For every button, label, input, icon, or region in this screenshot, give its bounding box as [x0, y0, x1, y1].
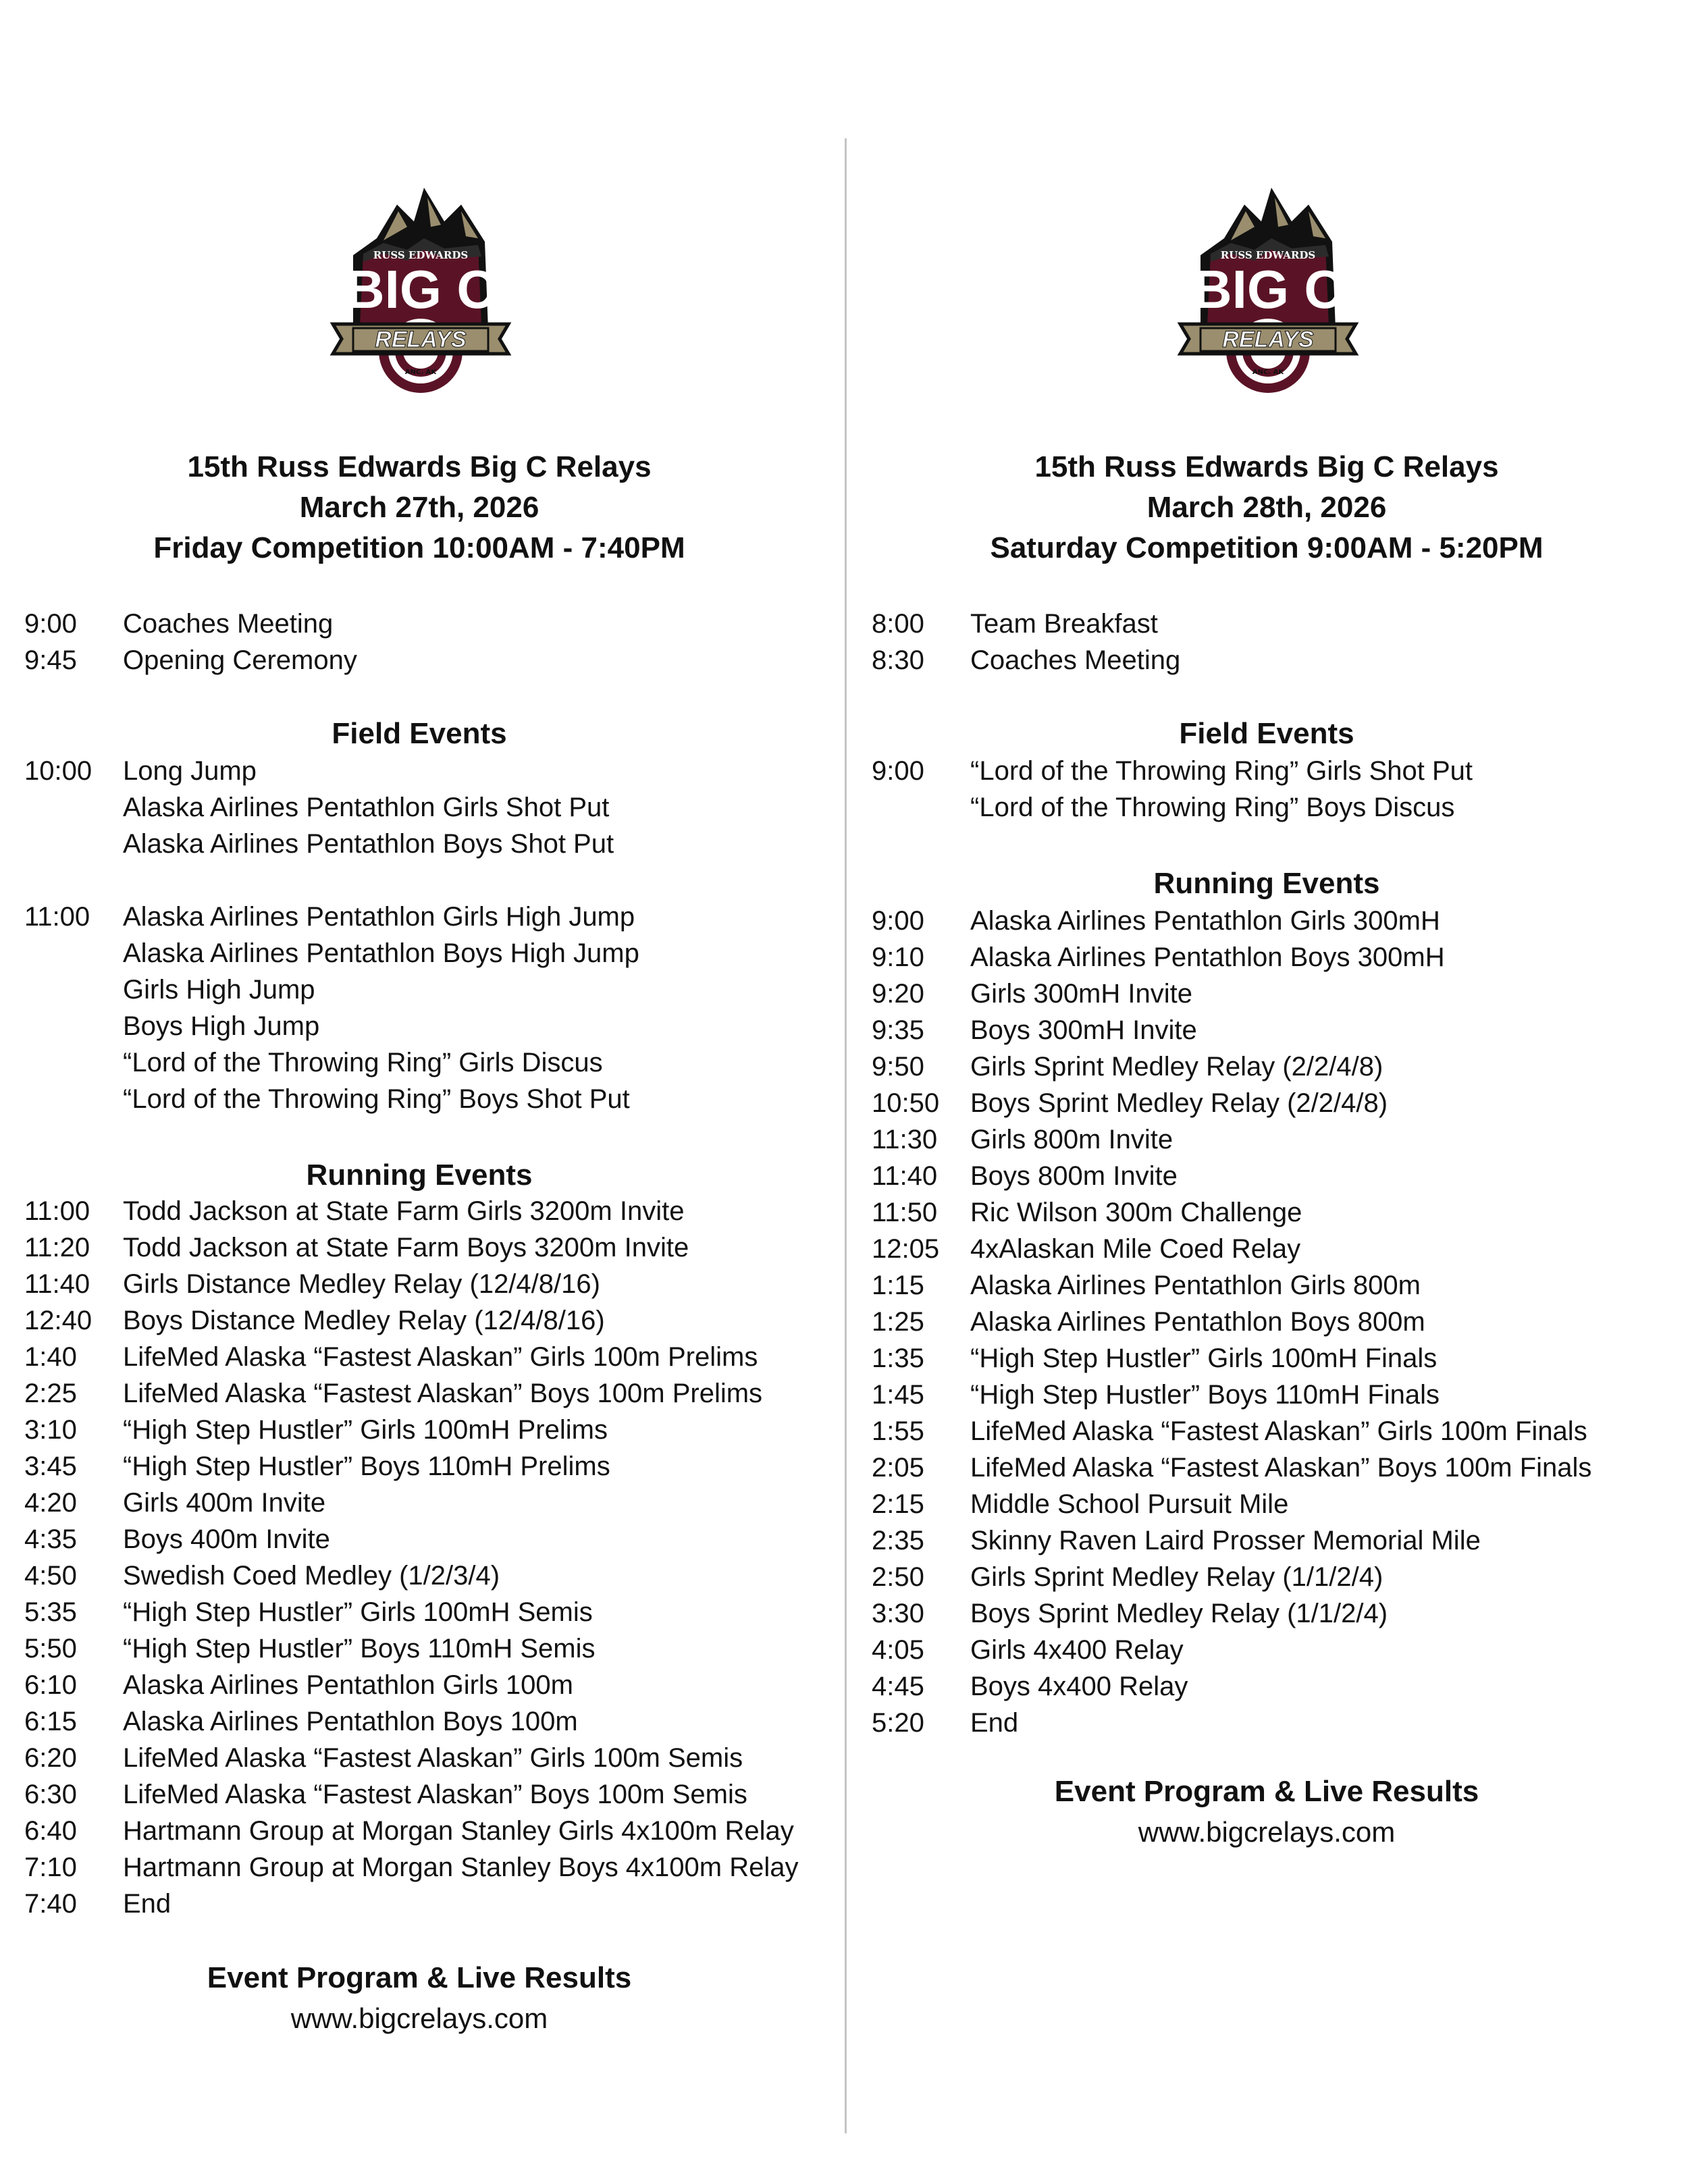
event: “Lord of the Throwing Ring” Girls Shot Put [970, 756, 1473, 786]
event: Alaska Airlines Pentathlon Boys 800m [970, 1307, 1425, 1337]
event: Alaska Airlines Pentathlon Boys Shot Put [123, 829, 614, 859]
event: Boys Sprint Medley Relay (1/1/2/4) [970, 1599, 1388, 1628]
event: “High Step Hustler” Girls 100mH Semis [123, 1597, 593, 1627]
time: 1:15 [872, 1271, 924, 1300]
friday-subtitle: Friday Competition 10:00AM - 7:40PM [153, 531, 685, 564]
logo-line1: RUSS EDWARDS [1220, 249, 1316, 261]
time: 11:40 [872, 1161, 938, 1191]
event: Boys 300mH Invite [970, 1015, 1197, 1045]
friday-footer [0, 1958, 839, 2039]
time: 1:45 [872, 1380, 924, 1410]
time: 2:25 [24, 1379, 77, 1408]
event: Swedish Coed Medley (1/2/3/4) [123, 1561, 500, 1591]
event: “High Step Hustler” Girls 100mH Prelims [123, 1415, 608, 1445]
event: “Lord of the Throwing Ring” Boys Shot Put [123, 1084, 630, 1114]
event: LifeMed Alaska “Fastest Alaskan” Girls 100m Semis [123, 1743, 743, 1773]
event: Girls 300mH Invite [970, 979, 1192, 1009]
event: Alaska Airlines Pentathlon Boys High Jump [123, 938, 639, 968]
time: 9:50 [872, 1052, 924, 1082]
event: “High Step Hustler” Boys 110mH Finals [970, 1380, 1440, 1410]
big-c-relays-logo-graphic [1170, 174, 1366, 404]
event: Alaska Airlines Pentathlon Girls 100m [123, 1670, 573, 1700]
logo-line2: BIG C [345, 259, 496, 319]
time: 6:20 [24, 1743, 77, 1773]
time: 3:45 [24, 1451, 77, 1481]
event: Girls Sprint Medley Relay (1/1/2/4) [970, 1562, 1383, 1592]
time: 6:30 [24, 1780, 77, 1809]
event: Boys 800m Invite [970, 1161, 1178, 1191]
event: Opening Ceremony [123, 645, 357, 675]
time: 1:55 [872, 1416, 924, 1446]
friday-title: 15th Russ Edwards Big C Relays [187, 450, 652, 483]
time: 3:30 [872, 1599, 924, 1628]
saturday-header [847, 447, 1686, 568]
time: 11:00 [24, 902, 90, 932]
time: 3:10 [24, 1415, 77, 1445]
friday-field-heading: Field Events [332, 717, 507, 750]
time: 5:50 [24, 1634, 77, 1663]
event: “High Step Hustler” Girls 100mH Finals [970, 1343, 1438, 1373]
time: 9:10 [872, 942, 924, 972]
time: 11:30 [872, 1125, 938, 1154]
friday-header [0, 447, 839, 568]
time: 6:40 [24, 1816, 77, 1846]
time: 5:35 [24, 1597, 77, 1627]
event: Girls Distance Medley Relay (12/4/8/16) [123, 1269, 600, 1299]
saturday-date: March 28th, 2026 [1146, 491, 1387, 524]
event: LifeMed Alaska “Fastest Alaskan” Girls 100m Prelims [123, 1342, 758, 1372]
event: Coaches Meeting [970, 645, 1181, 675]
event: End [123, 1889, 172, 1919]
time: 11:20 [24, 1233, 90, 1262]
friday-footer-url[interactable]: www.bigcrelays.com [290, 2002, 548, 2034]
logo-line3: RELAYS [1222, 327, 1314, 352]
event: Girls 800m Invite [970, 1125, 1173, 1154]
time: 2:05 [872, 1453, 924, 1483]
event: Hartmann Group at Morgan Stanley Girls 4x100m Relay [123, 1816, 794, 1846]
saturday-footer [847, 1772, 1686, 1853]
event: “Lord of the Throwing Ring” Girls Discus [123, 1048, 603, 1077]
event: Girls 400m Invite [123, 1488, 326, 1518]
time: 6:15 [24, 1707, 77, 1736]
event: End [970, 1708, 1019, 1738]
event: Boys 4x400 Relay [970, 1672, 1188, 1701]
time: 4:05 [872, 1635, 924, 1665]
event: Alaska Airlines Pentathlon Girls Shot Put [123, 793, 610, 822]
time: 8:00 [872, 609, 924, 639]
big-c-relays-logo [323, 174, 519, 404]
event: Girls Sprint Medley Relay (2/2/4/8) [970, 1052, 1383, 1082]
event: LifeMed Alaska “Fastest Alaskan” Boys 100m Finals [970, 1453, 1592, 1483]
event: Boys Sprint Medley Relay (2/2/4/8) [970, 1088, 1388, 1118]
time: 4:20 [24, 1488, 77, 1518]
time: 2:50 [872, 1562, 924, 1592]
event: Girls 4x400 Relay [970, 1635, 1184, 1665]
time: 4:45 [872, 1672, 924, 1701]
event: Alaska Airlines Pentathlon Girls 800m [970, 1271, 1421, 1300]
time: 9:20 [872, 979, 924, 1009]
event: LifeMed Alaska “Fastest Alaskan” Girls 100m Finals [970, 1416, 1587, 1446]
time: 8:30 [872, 645, 924, 675]
event: Team Breakfast [970, 609, 1158, 639]
event: LifeMed Alaska “Fastest Alaskan” Boys 100m Semis [123, 1780, 747, 1809]
logo-line1: RUSS EDWARDS [373, 249, 469, 261]
time: 9:35 [872, 1015, 924, 1045]
event: Middle School Pursuit Mile [970, 1489, 1289, 1519]
friday-column [0, 0, 830, 2184]
event: 4xAlaskan Mile Coed Relay [970, 1234, 1301, 1264]
event: Todd Jackson at State Farm Boys 3200m Invite [123, 1233, 689, 1262]
event: Boys High Jump [123, 1011, 320, 1041]
event: Boys Distance Medley Relay (12/4/8/16) [123, 1306, 605, 1335]
event: Girls High Jump [123, 975, 315, 1005]
time: 9:45 [24, 645, 77, 675]
event: Alaska Airlines Pentathlon Boys 100m [123, 1707, 578, 1736]
event: Alaska Airlines Pentathlon Boys 300mH [970, 942, 1445, 972]
time: 6:10 [24, 1670, 77, 1700]
time: 1:35 [872, 1343, 924, 1373]
time: 9:00 [872, 906, 924, 936]
friday-running-heading: Running Events [306, 1158, 533, 1192]
event: “High Step Hustler” Boys 110mH Semis [123, 1634, 596, 1663]
time: 12:40 [24, 1306, 93, 1335]
time: 5:20 [872, 1708, 924, 1738]
event: Long Jump [123, 756, 257, 786]
saturday-running-heading: Running Events [1153, 867, 1380, 900]
event: Hartmann Group at Morgan Stanley Boys 4x100m Relay [123, 1853, 799, 1882]
logo-line4: ANC. AK [404, 369, 437, 376]
big-c-relays-logo-graphic [323, 174, 519, 404]
event: Skinny Raven Laird Prosser Memorial Mile [970, 1526, 1481, 1555]
event: Todd Jackson at State Farm Girls 3200m Invite [123, 1196, 685, 1226]
time: 11:00 [24, 1196, 90, 1226]
event: Boys 400m Invite [123, 1524, 330, 1554]
time: 4:50 [24, 1561, 77, 1591]
event: Alaska Airlines Pentathlon Girls 300mH [970, 906, 1440, 936]
event: “High Step Hustler” Boys 110mH Prelims [123, 1451, 610, 1481]
event: LifeMed Alaska “Fastest Alaskan” Boys 100m Prelims [123, 1379, 763, 1408]
event: “Lord of the Throwing Ring” Boys Discus [970, 793, 1455, 822]
column-divider [845, 138, 847, 2133]
time: 4:35 [24, 1524, 77, 1554]
time: 7:40 [24, 1889, 77, 1919]
time: 11:50 [872, 1198, 938, 1227]
time: 2:35 [872, 1526, 924, 1555]
time: 10:00 [24, 756, 93, 786]
friday-date: March 27th, 2026 [299, 491, 539, 524]
time: 2:15 [872, 1489, 924, 1519]
time: 7:10 [24, 1853, 77, 1882]
logo-line2: BIG C [1192, 259, 1344, 319]
saturday-subtitle: Saturday Competition 9:00AM - 5:20PM [990, 531, 1544, 564]
time: 9:00 [872, 756, 924, 786]
logo-line3: RELAYS [375, 327, 467, 352]
saturday-footer-url[interactable]: www.bigcrelays.com [1138, 1816, 1396, 1848]
big-c-relays-logo [1170, 174, 1366, 404]
event: Coaches Meeting [123, 609, 334, 639]
saturday-footer-title: Event Program & Live Results [1054, 1775, 1479, 1808]
friday-footer-title: Event Program & Live Results [207, 1961, 632, 1994]
time: 11:40 [24, 1269, 90, 1299]
time: 12:05 [872, 1234, 940, 1264]
time: 9:00 [24, 609, 77, 639]
logo-line4: ANC. AK [1252, 369, 1284, 376]
saturday-field-heading: Field Events [1179, 717, 1354, 750]
event: Alaska Airlines Pentathlon Girls High Jump [123, 902, 635, 932]
time: 10:50 [872, 1088, 940, 1118]
time: 1:40 [24, 1342, 77, 1372]
saturday-title: 15th Russ Edwards Big C Relays [1034, 450, 1499, 483]
time: 1:25 [872, 1307, 924, 1337]
saturday-column [847, 0, 1678, 2184]
event: Ric Wilson 300m Challenge [970, 1198, 1302, 1227]
